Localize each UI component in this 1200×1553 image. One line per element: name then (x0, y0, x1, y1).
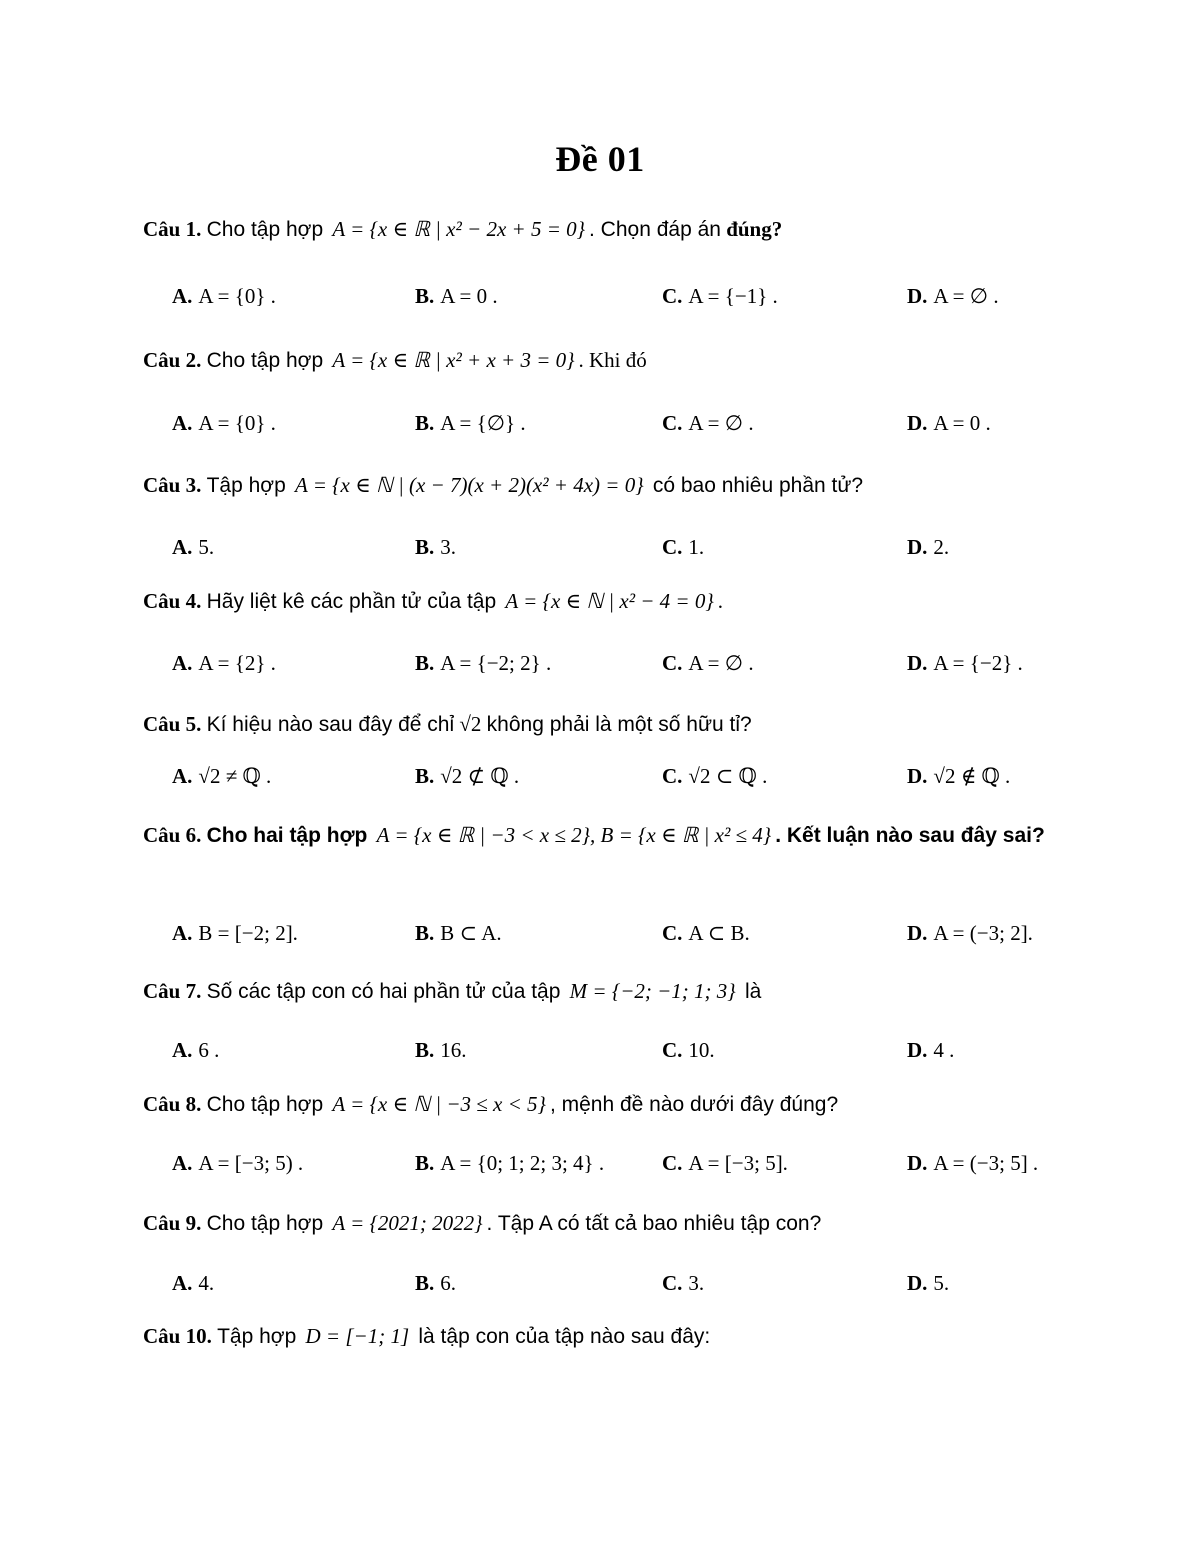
option-label: A. (172, 284, 193, 308)
option-label: D. (907, 921, 928, 945)
option-b[interactable] (415, 527, 456, 567)
question-formula: A = {x ∈ ℝ | x² − 2x + 5 = 0} (332, 217, 586, 241)
option-c[interactable] (662, 913, 750, 953)
question-text: Cho tập hợp (206, 1093, 324, 1116)
option-c[interactable] (662, 527, 704, 567)
question-formula: A = {x ∈ ℝ | −3 < x ≤ 2}, B = {x ∈ ℝ | x² ≤ 4} (376, 823, 772, 847)
option-text: √2 ⊂ ℚ . (688, 764, 768, 788)
option-text: 3. (688, 1271, 705, 1295)
question-number: Câu 6. (143, 823, 202, 847)
option-text: 6 . (198, 1038, 220, 1062)
option-label: C. (662, 411, 683, 435)
question-text: Cho hai tập hợp (206, 824, 368, 847)
option-text: 5. (198, 535, 215, 559)
question-text: Số các tập con có hai phần tử của tập (206, 980, 561, 1003)
option-label: C. (662, 1151, 683, 1175)
options-4 (172, 643, 1072, 683)
question-9 (143, 1201, 1063, 1246)
option-text: B = [−2; 2]. (198, 921, 298, 945)
option-b[interactable] (415, 1030, 467, 1070)
option-b[interactable] (415, 1143, 604, 1183)
option-label: B. (415, 1038, 435, 1062)
options-1 (172, 276, 1072, 316)
option-text: A = ∅ . (688, 651, 754, 675)
option-label: D. (907, 535, 928, 559)
question-text-tail: . Tập A có tất cả bao nhiêu tập con? (486, 1212, 822, 1235)
option-a[interactable] (172, 1030, 219, 1070)
option-label: D. (907, 764, 928, 788)
question-number: Câu 8. (143, 1092, 202, 1116)
option-text: A = {0} . (198, 411, 276, 435)
option-label: B. (415, 535, 435, 559)
page-title: Đề 01 (555, 139, 645, 179)
option-label: C. (662, 764, 683, 788)
option-text: B ⊂ A. (440, 921, 502, 945)
option-label: D. (907, 1271, 928, 1295)
option-label: A. (172, 535, 193, 559)
option-c[interactable] (662, 1263, 704, 1303)
option-b[interactable] (415, 1263, 456, 1303)
option-label: B. (415, 921, 435, 945)
option-label: D. (907, 411, 928, 435)
option-label: A. (172, 921, 193, 945)
options-5 (172, 756, 1072, 796)
option-text: A = {2} . (198, 651, 276, 675)
question-text: Kí hiệu nào sau đây để chỉ (206, 713, 455, 736)
option-c[interactable] (662, 756, 767, 796)
option-text: A ⊂ B. (688, 921, 750, 945)
option-text: √2 ⊄ ℚ . (440, 764, 520, 788)
option-text: 16. (440, 1038, 467, 1062)
option-label: A. (172, 764, 193, 788)
option-text: A = {−1} . (688, 284, 778, 308)
option-label: B. (415, 651, 435, 675)
question-text-tail: không phải là một số hữu tỉ? (486, 713, 752, 736)
question-emphasis: đúng? (726, 217, 783, 241)
option-c[interactable] (662, 1030, 715, 1070)
options-9 (172, 1263, 1072, 1303)
option-text: A = {∅} . (440, 411, 526, 435)
option-label: C. (662, 1038, 683, 1062)
option-label: A. (172, 1038, 193, 1062)
question-text-tail: là tập con của tập nào sau đây: (418, 1325, 711, 1348)
option-d[interactable] (907, 403, 991, 443)
option-text: A = {−2} . (933, 651, 1023, 675)
option-label: B. (415, 284, 435, 308)
option-text: A = {0} . (198, 284, 276, 308)
option-label: D. (907, 1038, 928, 1062)
option-label: C. (662, 535, 683, 559)
option-d[interactable] (907, 1263, 949, 1303)
option-text: 2. (933, 535, 950, 559)
question-number: Câu 7. (143, 979, 202, 1003)
question-formula: D = [−1; 1] (305, 1324, 410, 1348)
option-text: 10. (688, 1038, 715, 1062)
question-text-tail: . Chọn đáp án (589, 218, 721, 241)
sqrt-2: √2 (459, 712, 482, 736)
question-1 (143, 207, 1063, 252)
question-text: Cho tập hợp (206, 1212, 324, 1235)
option-text: 4 . (933, 1038, 955, 1062)
option-text: A = [−3; 5) . (198, 1151, 304, 1175)
option-text: A = ∅ . (688, 411, 754, 435)
option-text: 6. (440, 1271, 457, 1295)
option-text: A = [−3; 5]. (688, 1151, 788, 1175)
option-b[interactable] (415, 403, 526, 443)
option-text: A = {−2; 2} . (440, 651, 552, 675)
option-text: 1. (688, 535, 705, 559)
option-label: C. (662, 1271, 683, 1295)
option-b[interactable] (415, 276, 498, 316)
question-text-tail: . Khi đó (578, 348, 647, 372)
option-label: A. (172, 1271, 193, 1295)
question-number: Câu 1. (143, 217, 202, 241)
options-7 (172, 1030, 1072, 1070)
option-d[interactable] (907, 1030, 954, 1070)
question-text: Hãy liệt kê các phần tử của tập (206, 590, 497, 613)
option-label: C. (662, 651, 683, 675)
question-text-tail: . Kết luận nào sau đây sai? (775, 824, 1045, 847)
option-text: A = {0; 1; 2; 3; 4} . (440, 1151, 605, 1175)
question-text: Tập hợp (206, 474, 286, 497)
option-c[interactable] (662, 1143, 788, 1183)
question-text: Cho tập hợp (206, 218, 324, 241)
question-number: Câu 9. (143, 1211, 202, 1235)
question-number: Câu 5. (143, 712, 202, 736)
option-d[interactable] (907, 1143, 1038, 1183)
option-c[interactable] (662, 276, 778, 316)
question-2 (143, 338, 1063, 383)
option-label: A. (172, 411, 193, 435)
option-label: A. (172, 1151, 193, 1175)
question-3 (143, 463, 1063, 508)
option-text: A = 0 . (440, 284, 498, 308)
question-8 (143, 1082, 1063, 1127)
question-formula: A = {x ∈ ℕ | (x − 7)(x + 2)(x² + 4x) = 0} (295, 473, 644, 497)
option-label: C. (662, 921, 683, 945)
option-text: 5. (933, 1271, 950, 1295)
option-label: B. (415, 411, 435, 435)
option-label: D. (907, 1151, 928, 1175)
question-formula: A = {x ∈ ℕ | x² − 4 = 0} (505, 589, 714, 613)
question-text-tail: , mệnh đề nào dưới đây đúng? (549, 1093, 839, 1116)
option-a[interactable] (172, 913, 298, 953)
option-a[interactable] (172, 1263, 214, 1303)
option-label: B. (415, 1151, 435, 1175)
option-label: D. (907, 284, 928, 308)
option-d[interactable] (907, 527, 949, 567)
option-text: 4. (198, 1271, 215, 1295)
question-5 (143, 702, 1063, 747)
option-text: A = (−3; 5] . (933, 1151, 1039, 1175)
question-text-tail: . (717, 589, 724, 613)
question-number: Câu 4. (143, 589, 202, 613)
option-a[interactable] (172, 756, 271, 796)
option-c[interactable] (662, 403, 754, 443)
question-number: Câu 2. (143, 348, 202, 372)
option-label: A. (172, 651, 193, 675)
option-a[interactable] (172, 1143, 303, 1183)
option-text: A = (−3; 2]. (933, 921, 1033, 945)
question-formula: A = {2021; 2022} (332, 1211, 483, 1235)
question-text-tail: có bao nhiêu phần tử? (652, 474, 864, 497)
question-6 (143, 812, 1063, 859)
option-text: A = ∅ . (933, 284, 999, 308)
question-4 (143, 579, 1063, 624)
option-c[interactable] (662, 643, 754, 683)
option-label: D. (907, 651, 928, 675)
option-text: A = 0 . (933, 411, 991, 435)
option-b[interactable] (415, 913, 502, 953)
options-6 (172, 913, 1072, 953)
option-text: √2 ∉ ℚ . (933, 764, 1011, 788)
option-a[interactable] (172, 403, 276, 443)
question-text: Cho tập hợp (206, 349, 324, 372)
option-b[interactable] (415, 643, 551, 683)
options-2 (172, 403, 1072, 443)
option-a[interactable] (172, 527, 214, 567)
question-formula: A = {x ∈ ℕ | −3 ≤ x < 5} (332, 1092, 546, 1116)
option-label: B. (415, 1271, 435, 1295)
option-d[interactable] (907, 756, 1010, 796)
question-text: Tập hợp (217, 1325, 297, 1348)
options-8 (172, 1143, 1072, 1183)
option-text: √2 ≠ ℚ . (198, 764, 272, 788)
option-d[interactable] (907, 643, 1023, 683)
option-d[interactable] (907, 276, 999, 316)
question-text-tail: là (744, 980, 762, 1003)
option-label: C. (662, 284, 683, 308)
question-formula: M = {−2; −1; 1; 3} (569, 979, 736, 1003)
option-label: B. (415, 764, 435, 788)
options-3 (172, 527, 1072, 567)
question-10 (143, 1314, 1063, 1359)
option-a[interactable] (172, 276, 276, 316)
option-a[interactable] (172, 643, 276, 683)
option-text: 3. (440, 535, 457, 559)
question-formula: A = {x ∈ ℝ | x² + x + 3 = 0} (332, 348, 575, 372)
question-number: Câu 10. (143, 1324, 212, 1348)
option-d[interactable] (907, 913, 1033, 953)
question-number: Câu 3. (143, 473, 202, 497)
question-7 (143, 969, 1063, 1014)
option-b[interactable] (415, 756, 519, 796)
